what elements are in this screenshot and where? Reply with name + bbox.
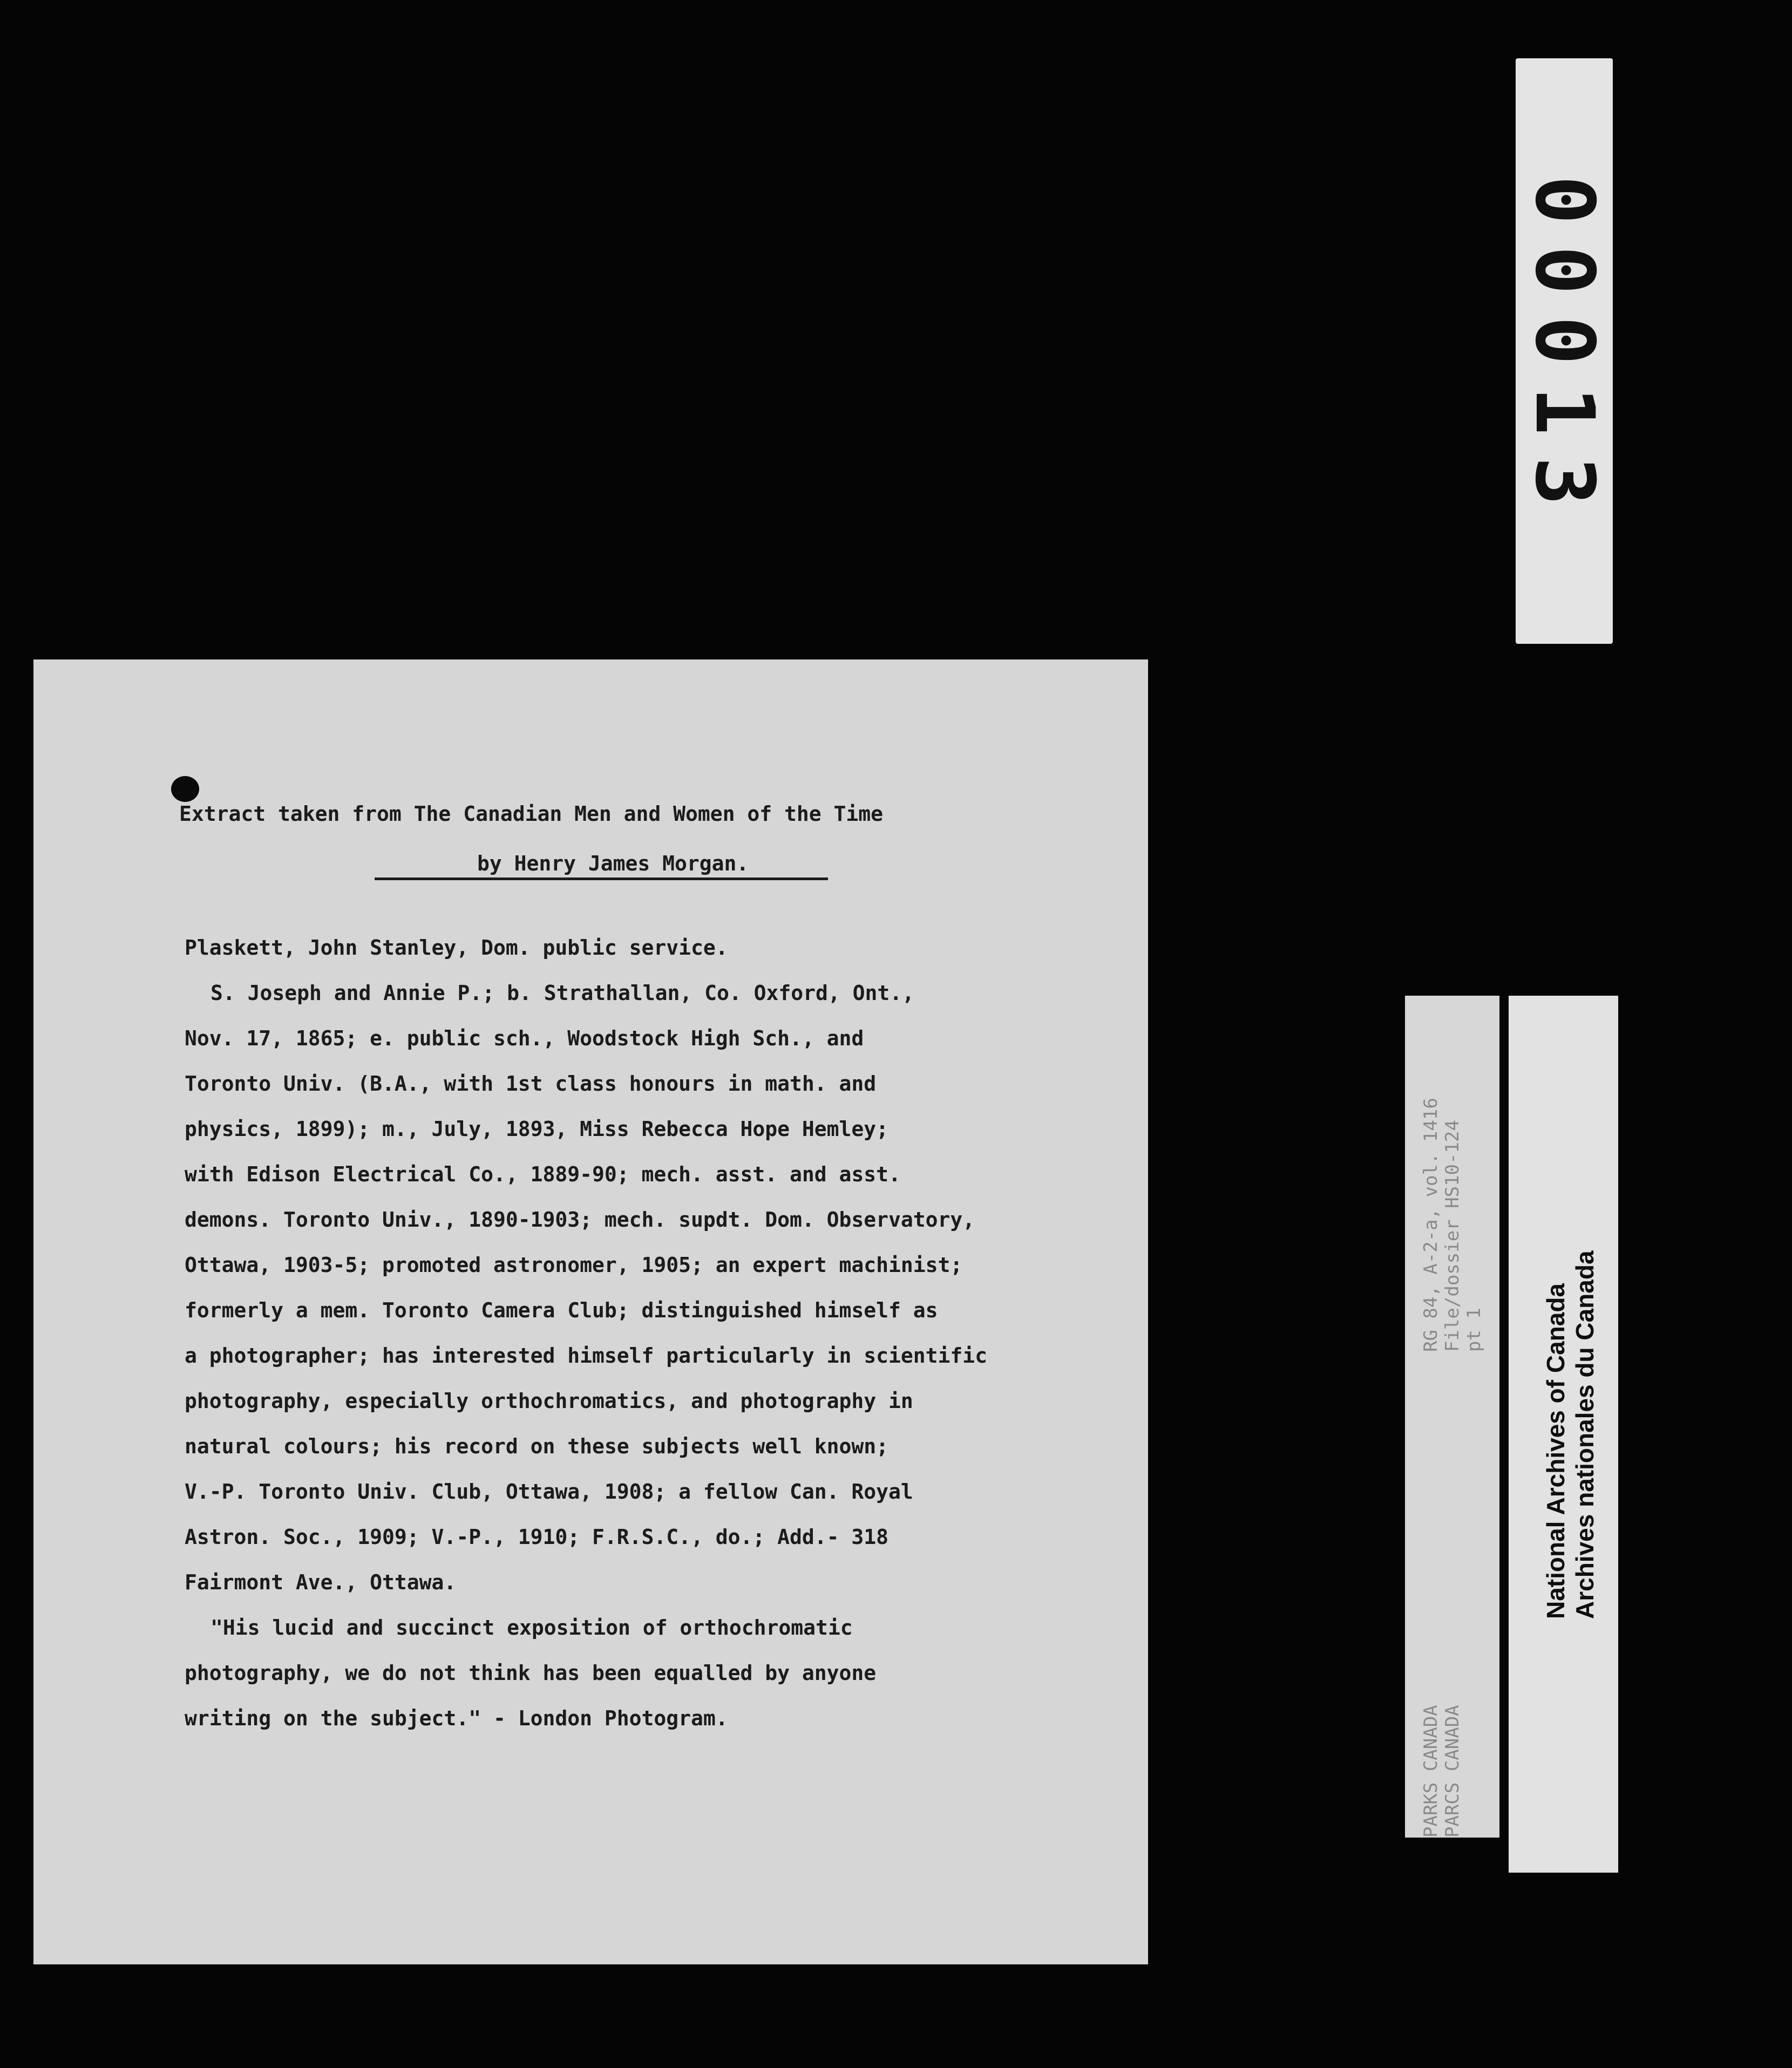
entry-line: a photographer; has interested himself particularly in scientific	[185, 1344, 988, 1368]
quote-line: "His lucid and succinct exposition of orthochromatic	[211, 1616, 853, 1640]
entry-line: natural colours; his record on these subjects well known;	[185, 1434, 889, 1458]
file-reference	[1420, 1098, 1485, 1352]
entry-line: with Edison Electrical Co., 1889-90; mech. asst. and asst.	[185, 1162, 901, 1186]
entry-line: demons. Toronto Univ., 1890-1903; mech. supdt. Dom. Observatory,	[185, 1208, 975, 1232]
archives-name-fr: Archives nationales du Canada	[1571, 1250, 1599, 1619]
quote-line: writing on the subject." - London Photogram.	[185, 1706, 728, 1730]
frame-number: 00013	[1517, 175, 1611, 527]
typed-document-page	[33, 659, 1148, 1964]
entry-line: physics, 1899); m., July, 1893, Miss Rebecca Hope Hemley;	[185, 1117, 889, 1141]
header-underline-rule	[375, 877, 828, 880]
archives-name-en: National Archives of Canada	[1542, 1283, 1570, 1619]
parks-canada-label	[1405, 996, 1499, 1838]
document-header	[179, 789, 1021, 888]
entry-line: photography, especially orthochromatics, and photography in	[185, 1389, 913, 1413]
reference-line-part: pt 1	[1463, 1308, 1485, 1352]
agency-line-fr: PARCS CANADA	[1442, 1705, 1463, 1838]
header-line-source: Extract taken from The Canadian Men and Women of the Time	[179, 802, 884, 826]
entry-line: Ottawa, 1903-5; promoted astronomer, 1905; an expert machinist;	[185, 1253, 963, 1277]
entry-line: formerly a mem. Toronto Camera Club; distinguished himself as	[185, 1298, 938, 1322]
document-body	[185, 925, 1124, 1741]
reference-line-file: File/dossier HS10-124	[1442, 1120, 1463, 1352]
header-line-author: by Henry James Morgan.	[477, 852, 749, 875]
entry-line: Fairmont Ave., Ottawa.	[185, 1570, 457, 1594]
entry-line: S. Joseph and Annie P.; b. Strathallan, Co. Oxford, Ont.,	[211, 981, 915, 1005]
quote-line: photography, we do not think has been equalled by anyone	[185, 1661, 877, 1685]
entry-line: Astron. Soc., 1909; V.-P., 1910; F.R.S.C., do.; Add.- 318	[185, 1525, 889, 1549]
archives-text-rotated	[1509, 996, 1618, 1873]
agency-line-en: PARKS CANADA	[1420, 1705, 1442, 1838]
national-archives-label	[1509, 996, 1618, 1873]
entry-heading: Plaskett, John Stanley, Dom. public service.	[185, 936, 728, 960]
frame-number-strip	[1516, 58, 1613, 644]
reference-text-rotated	[1420, 996, 1490, 1838]
agency-text	[1420, 1705, 1463, 1838]
entry-line: Nov. 17, 1865; e. public sch., Woodstock High Sch., and	[185, 1026, 864, 1050]
entry-line: V.-P. Toronto Univ. Club, Ottawa, 1908; a fellow Can. Royal	[185, 1480, 913, 1504]
archives-name-block	[1541, 1250, 1599, 1619]
entry-line: Toronto Univ. (B.A., with 1st class honours in math. and	[185, 1072, 877, 1096]
reference-line-record-group: RG 84, A-2-a, vol. 1416	[1420, 1098, 1442, 1352]
